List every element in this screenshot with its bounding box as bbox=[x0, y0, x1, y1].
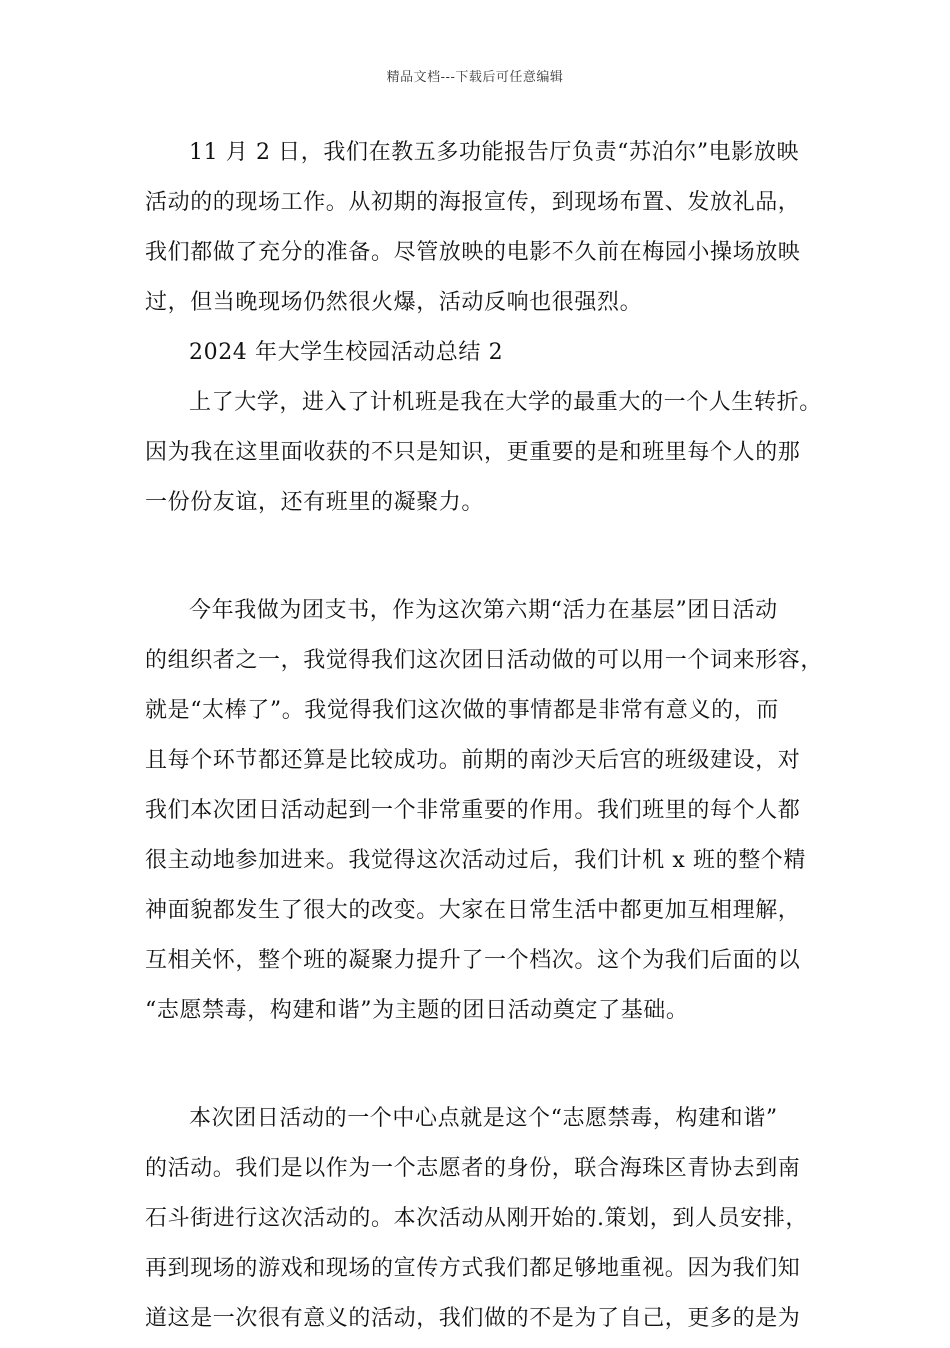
text-line: “志愿禁毒，构建和谐”为主题的团日活动奠定了基础。 bbox=[145, 998, 689, 1023]
text-line: 很主动地参加进来。我觉得这次活动过后，我们计机 x 班的整个精 bbox=[145, 848, 806, 873]
text-line: 再到现场的游戏和现场的宣传方式我们都足够地重视。因为我们知 bbox=[145, 1256, 801, 1281]
paragraph bbox=[145, 1098, 815, 1348]
text-line: 上了大学，进入了计机班是我在大学的最重大的一个人生转折。 bbox=[189, 390, 822, 415]
paragraph-spacing bbox=[145, 1040, 815, 1098]
text-line: 本次团日活动的一个中心点就是这个“志愿禁毒，构建和谐” bbox=[189, 1106, 778, 1131]
text-line: 互相关怀，整个班的凝聚力提升了一个档次。这个为我们后面的以 bbox=[145, 948, 801, 973]
text-line: 因为我在这里面收获的不只是知识，更重要的是和班里每个人的那 bbox=[145, 440, 801, 465]
text-line: 道这是一次很有意义的活动，我们做的不是为了自己，更多的是为 bbox=[145, 1306, 801, 1331]
text-line: 今年我做为团支书，作为这次第六期“活力在基层”团日活动 bbox=[189, 598, 778, 623]
section-heading bbox=[145, 332, 815, 382]
text-line: 的活动。我们是以作为一个志愿者的身份，联合海珠区青协去到南 bbox=[145, 1156, 801, 1181]
text-line: 的组织者之一，我觉得我们这次团日活动做的可以用一个词来形容， bbox=[145, 648, 824, 673]
text-line: 活动的的现场工作。从初期的海报宣传，到现场布置、发放礼品， bbox=[145, 190, 801, 215]
text-line: 一份份友谊，还有班里的凝聚力。 bbox=[145, 490, 485, 515]
paragraph bbox=[145, 590, 824, 1040]
text-line: 且每个环节都还算是比较成功。前期的南沙天后宫的班级建设，对 bbox=[145, 748, 801, 773]
heading-text: 2024 年大学生校园活动总结 2 bbox=[189, 340, 504, 365]
paragraph bbox=[145, 382, 822, 532]
paragraph bbox=[145, 132, 815, 332]
text-line: 石斗街进行这次活动的。本次活动从刚开始的.策划，到人员安排， bbox=[145, 1206, 808, 1231]
paragraph-spacing bbox=[145, 532, 815, 590]
text-line: 我们都做了充分的准备。尽管放映的电影不久前在梅园小操场放映 bbox=[145, 240, 801, 265]
text-line: 过，但当晚现场仍然很火爆，活动反响也很强烈。 bbox=[145, 290, 643, 315]
text-line: 我们本次团日活动起到一个非常重要的作用。我们班里的每个人都 bbox=[145, 798, 801, 823]
document-body bbox=[145, 132, 824, 1348]
text-line: 11 月 2 日，我们在教五多功能报告厅负责“苏泊尔”电影放映 bbox=[189, 140, 800, 165]
text-line: 神面貌都发生了很大的改变。大家在日常生活中都更加互相理解， bbox=[145, 898, 801, 923]
text-line: 就是“太棒了”。我觉得我们这次做的事情都是非常有意义的，而 bbox=[145, 698, 779, 723]
page-header: 精品文档---下载后可任意编辑 bbox=[386, 70, 564, 85]
